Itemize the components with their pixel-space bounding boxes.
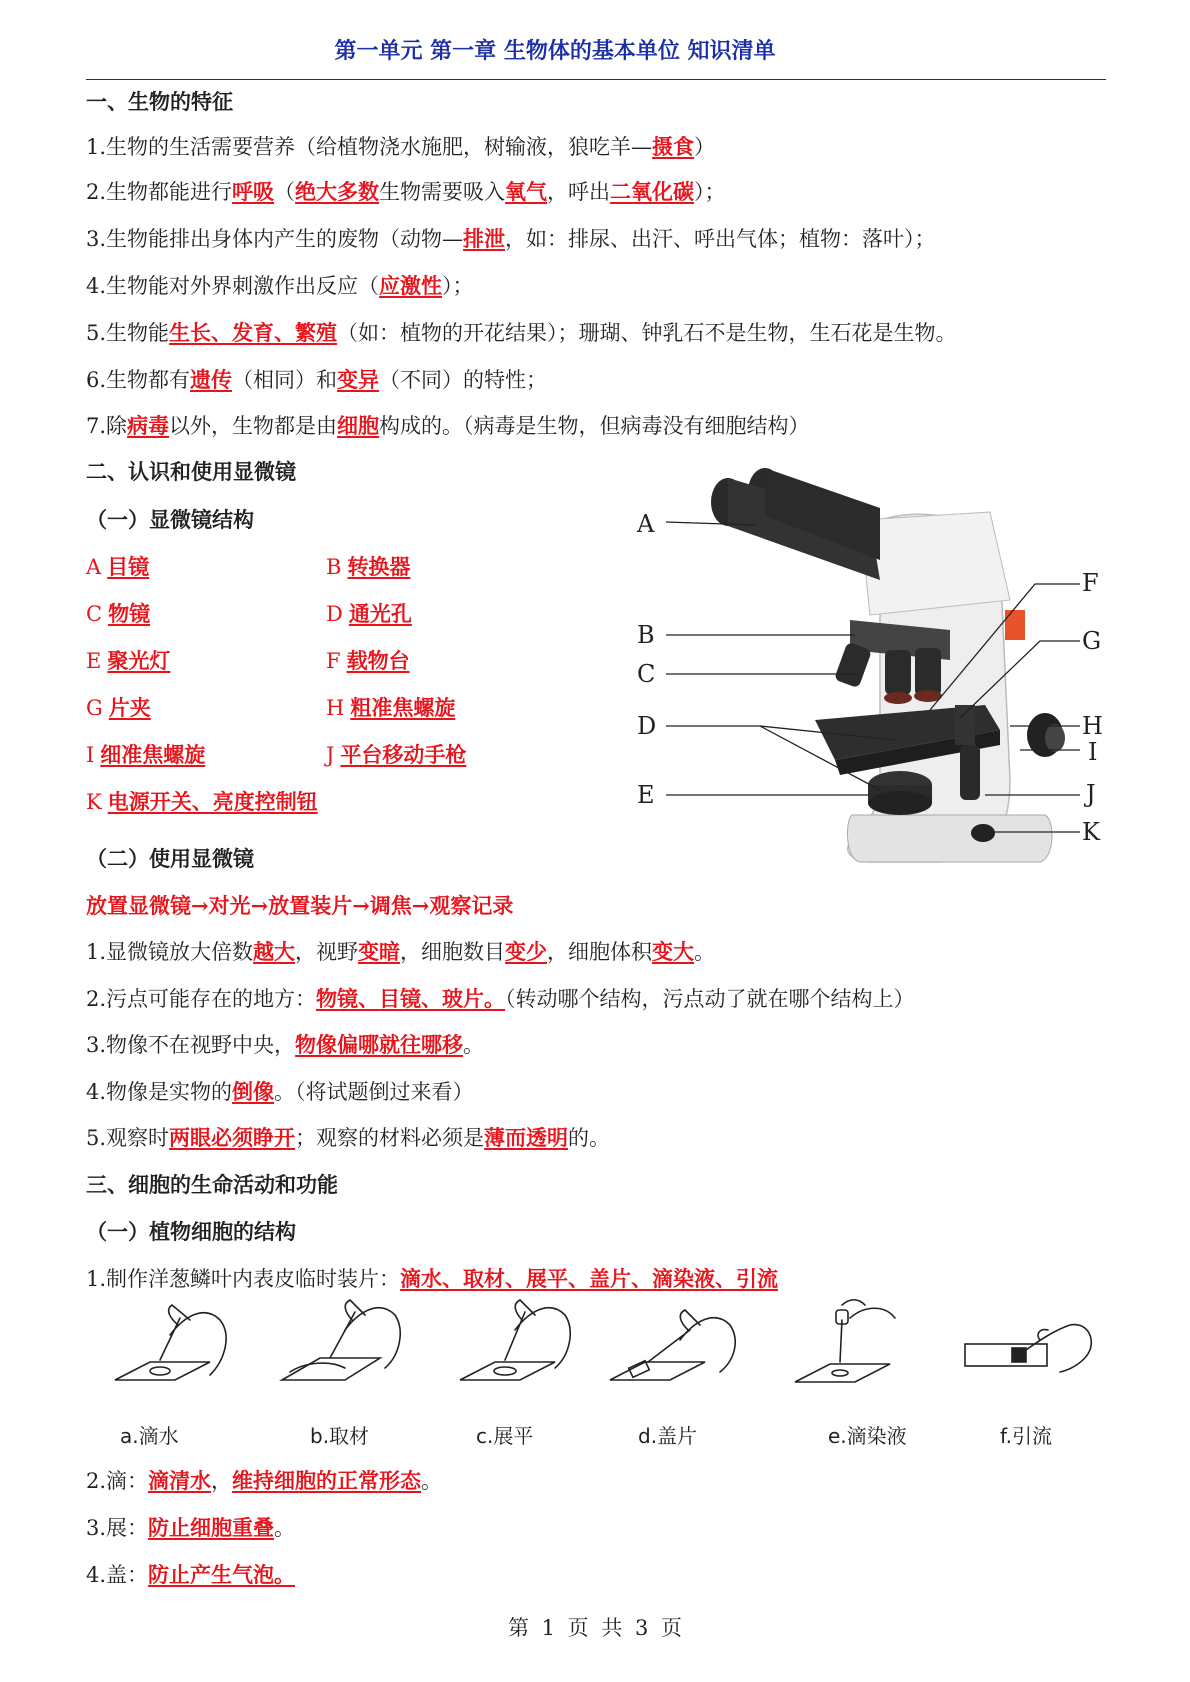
caption-e: e.滴染液 bbox=[828, 1424, 907, 1448]
slide-prep-steps: 1.制作洋葱鳞叶内表皮临时装片：滴水、取材、展平、盖片、滴染液、引流 bbox=[86, 1266, 779, 1291]
figure-label-b: B bbox=[637, 621, 655, 649]
part-j: J 平台移动手枪 bbox=[326, 742, 467, 767]
point-3: 3.生物能排出身体内产生的废物（动物—排泄，如：排尿、出汗、呼出气体；植物：落叶）； bbox=[86, 226, 936, 251]
usage-3: 3.物像不在视野中央，物像偏哪就往哪移。 bbox=[86, 1032, 485, 1057]
page-footer: 第 1 页 共 3 页 bbox=[507, 1616, 683, 1640]
figure-label-h: H bbox=[1082, 712, 1103, 740]
figure-label-k: K bbox=[1082, 818, 1100, 846]
figure-label-c: C bbox=[637, 660, 656, 688]
part-b: B 转换器 bbox=[326, 554, 411, 579]
part-e: E 聚光灯 bbox=[86, 648, 171, 673]
caption-c: c.展平 bbox=[476, 1424, 534, 1448]
section2-heading: 二、认识和使用显微镜 bbox=[86, 460, 296, 484]
figure-label-d: D bbox=[637, 712, 657, 740]
part-f: F 载物台 bbox=[326, 648, 410, 673]
part-i: I 细准焦螺旋 bbox=[86, 742, 206, 767]
caption-b: b.取材 bbox=[310, 1424, 370, 1448]
step-flatten: 3.展：防止细胞重叠。 bbox=[86, 1515, 296, 1540]
part-k: K 电源开关、亮度控制钮 bbox=[86, 789, 318, 814]
part-d: D 通光孔 bbox=[326, 601, 412, 626]
figure-label-g: G bbox=[1082, 627, 1102, 655]
figure-label-j: J bbox=[1086, 780, 1096, 808]
usage-1: 1.显微镜放大倍数越大，视野变暗，细胞数目变少，细胞体积变大。 bbox=[86, 939, 716, 964]
page-title: 第一单元 第一章 生物体的基本单位 知识清单 bbox=[334, 39, 776, 64]
step-cover: 4.盖：防止产生气泡。 bbox=[86, 1562, 296, 1587]
caption-a: a.滴水 bbox=[120, 1424, 179, 1448]
point-1: 1.生物的生活需要营养（给植物浇水施肥，树输液，狼吃羊—摄食） bbox=[86, 134, 716, 159]
step-drip: 2.滴：滴清水，维持细胞的正常形态。 bbox=[86, 1468, 443, 1493]
point-4: 4.生物能对外界刺激作出反应（应激性）； bbox=[86, 273, 474, 298]
part-h: H 粗准焦螺旋 bbox=[326, 695, 456, 720]
figure-label-f: F bbox=[1082, 569, 1099, 597]
microscope-structure-heading: （一）显微镜结构 bbox=[86, 508, 254, 532]
point-2: 2.生物都能进行呼吸（绝大多数生物需要吸入氧气，呼出二氧化碳）； bbox=[86, 179, 726, 204]
point-7: 7.除病毒以外，生物都是由细胞构成的。（病毒是生物，但病毒没有细胞结构） bbox=[86, 413, 810, 438]
figure-label-i: I bbox=[1088, 738, 1098, 766]
caption-d: d.盖片 bbox=[638, 1424, 698, 1448]
usage-5: 5.观察时两眼必须睁开；观察的材料必须是薄而透明的。 bbox=[86, 1125, 611, 1150]
part-a: A 目镜 bbox=[86, 554, 150, 579]
figure-label-e: E bbox=[637, 781, 655, 809]
usage-2: 2.污点可能存在的地方：物镜、目镜、玻片。（转动哪个结构，污点动了就在哪个结构上） bbox=[86, 986, 915, 1011]
plant-cell-heading: （一）植物细胞的结构 bbox=[86, 1220, 296, 1244]
part-c: C 物镜 bbox=[86, 601, 151, 626]
usage-steps: 放置显微镜→对光→放置装片→调焦→观察记录 bbox=[86, 893, 514, 918]
figure-label-a: A bbox=[637, 510, 655, 538]
section3-heading: 三、细胞的生命活动和功能 bbox=[86, 1173, 338, 1197]
usage-4: 4.物像是实物的倒像。（将试题倒过来看） bbox=[86, 1079, 474, 1104]
point-6: 6.生物都有遗传（相同）和变异（不同）的特性； bbox=[86, 367, 548, 392]
microscope-usage-heading: （二）使用显微镜 bbox=[86, 847, 254, 871]
part-g: G 片夹 bbox=[86, 695, 151, 720]
caption-f: f.引流 bbox=[1000, 1424, 1052, 1448]
point-5: 5.生物能生长、发育、繁殖（如：植物的开花结果）；珊瑚、钟乳石不是生物，生石花是生物。 bbox=[86, 320, 957, 345]
section1-heading: 一、生物的特征 bbox=[86, 90, 233, 114]
